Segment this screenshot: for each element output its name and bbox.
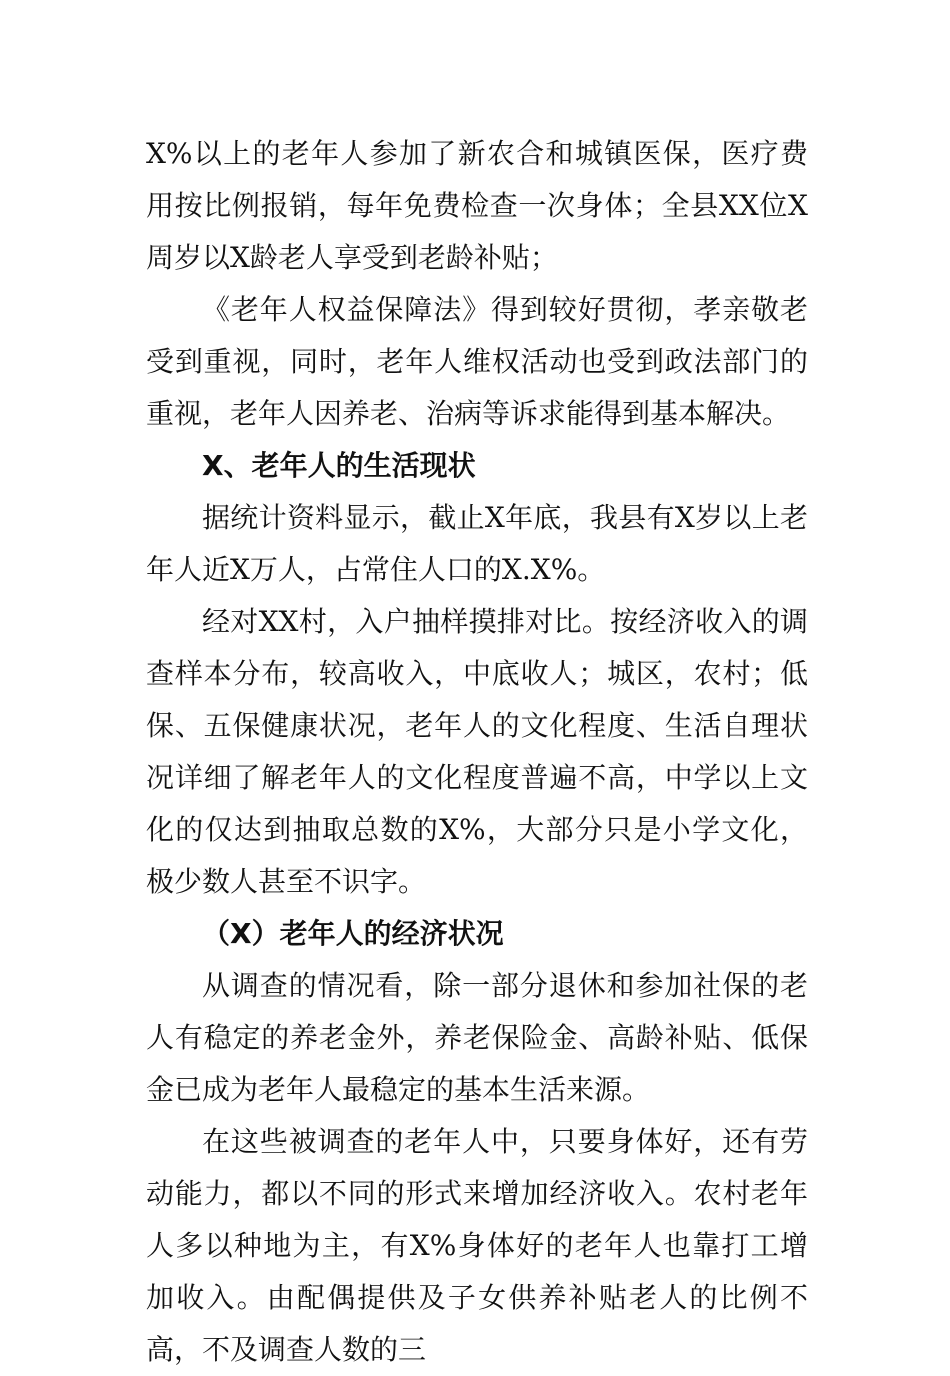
paragraph-income-sources: 从调查的情况看，除一部分退休和参加社保的老人有稳定的养老金外，养老保险金、高龄补贴、低保金已成为老年人最稳定的基本生活来源。 [146,969,808,1106]
subsection-heading-economic-status: （X）老年人的经济状况 [202,917,504,950]
section-heading-living-status: X、老年人的生活现状 [202,449,476,482]
paragraph-medical-insurance: X%以上的老年人参加了新农合和城镇医保，医疗费用按比例报销，每年免费检查一次身体；全县XX位X周岁以X龄老人享受到老龄补贴； [146,137,808,274]
paragraph-rights-protection: 《老年人权益保障法》得到较好贯彻，孝亲敬老受到重视，同时，老年人维权活动也受到政法部门的重视，老年人因养老、治病等诉求能得到基本解决。 [146,293,808,430]
paragraph-statistics: 据统计资料显示，截止X年底，我县有X岁以上老年人近X万人，占常住人口的X.X%。 [146,501,808,586]
paragraph-survey-sample: 经对XX村，入户抽样摸排对比。按经济收入的调查样本分布，较高收入，中底收人；城区，农村；低保、五保健康状况，老年人的文化程度、生活自理状况详细了解老年人的文化程度普遍不高，中学以上文化的仅达到抽取总数的X%，大部分只是小学文化，极少数人甚至不识字。 [146,605,808,898]
paragraph-labor-income: 在这些被调查的老年人中，只要身体好，还有劳动能力，都以不同的形式来增加经济收入。农村老年人多以种地为主，有X%身体好的老年人也靠打工增加收入。由配偶提供及子女供养补贴老人的比例不高，不及调查人数的三 [146,1125,808,1366]
document-body [146,128,808,1376]
